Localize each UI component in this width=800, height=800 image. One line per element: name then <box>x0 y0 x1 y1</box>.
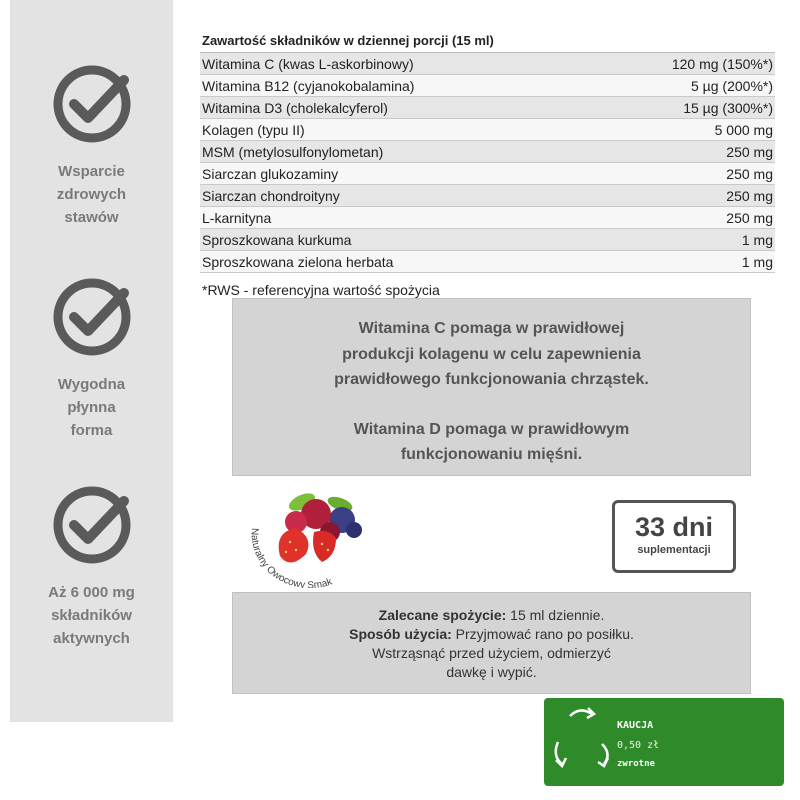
ingredient-name: MSM (metylosulfonylometan) <box>200 141 587 163</box>
ingredient-amount: 15 µg (300%*) <box>587 97 775 119</box>
usage-line-3: Wstrząsnąć przed użyciem, odmierzyć <box>372 645 611 661</box>
usage-method-value: Przyjmować rano po posiłku. <box>451 626 634 642</box>
ingredient-name: Sproszkowana kurkuma <box>200 229 587 251</box>
nutrition-footnote: *RWS - referencyjna wartość spożycia <box>202 282 440 298</box>
deposit-note: zwrotne <box>617 759 655 769</box>
ingredient-amount: 250 mg <box>587 141 775 163</box>
nutrition-table <box>200 33 775 298</box>
health-claims-box <box>232 298 751 476</box>
feature-label: Aż 6 000 mg składników aktywnych <box>48 584 135 647</box>
usage-method-label: Sposób użycia: <box>349 626 452 642</box>
deposit-amount: 0,50 zł <box>617 740 660 751</box>
nutrition-row <box>200 163 775 185</box>
days-label: suplementacji <box>637 544 711 556</box>
fruit-icon <box>244 488 384 588</box>
ingredient-amount: 1 mg <box>587 251 775 273</box>
nutrition-row <box>200 229 775 251</box>
nutrition-row <box>200 207 775 229</box>
deposit-title: KAUCJA <box>617 720 654 731</box>
usage-line-4: dawkę i wypić. <box>446 664 537 680</box>
ingredient-amount: 5 µg (200%*) <box>587 75 775 97</box>
ingredient-name: Siarczan glukozaminy <box>200 163 587 185</box>
supplementation-days-badge <box>612 500 736 573</box>
checkmark-circle-icon <box>50 62 134 146</box>
nutrition-row <box>200 141 775 163</box>
ingredient-amount: 1 mg <box>587 229 775 251</box>
feature-liquid-form <box>10 275 173 442</box>
ingredient-amount: 250 mg <box>587 185 775 207</box>
nutrition-row <box>200 119 775 141</box>
flavor-badge <box>244 488 384 588</box>
nutrition-header: Zawartość składników w dziennej porcji (15 ml) <box>200 33 775 53</box>
flavor-text: Naturalny Owocowy Smak <box>248 527 334 588</box>
checkmark-circle-icon <box>50 483 134 567</box>
nutrition-row <box>200 75 775 97</box>
feature-label: Wygodna płynna forma <box>57 376 126 439</box>
feature-active-ingredients <box>10 483 173 650</box>
recycle-arrows-icon <box>544 698 624 786</box>
ingredient-name: Witamina D3 (cholekalcyferol) <box>200 97 587 119</box>
ingredient-amount: 5 000 mg <box>587 119 775 141</box>
nutrition-rows <box>200 53 775 273</box>
nutrition-row <box>200 185 775 207</box>
feature-label: Wsparcie zdrowych stawów <box>56 163 127 226</box>
ingredient-name: Siarczan chondroityny <box>200 185 587 207</box>
days-count: 33 dni <box>634 512 714 542</box>
nutrition-row <box>200 53 775 75</box>
checkmark-circle-icon <box>50 275 134 359</box>
deposit-badge <box>544 698 784 786</box>
ingredient-name: Witamina B12 (cyjanokobalamina) <box>200 75 587 97</box>
usage-dose-value: 15 ml dziennie. <box>506 607 605 623</box>
ingredient-amount: 250 mg <box>587 207 775 229</box>
ingredient-amount: 250 mg <box>587 163 775 185</box>
ingredient-amount: 120 mg (150%*) <box>587 53 775 75</box>
usage-dose-label: Zalecane spożycie: <box>378 607 507 623</box>
features-sidebar <box>10 0 173 722</box>
nutrition-row <box>200 251 775 273</box>
ingredient-name: Kolagen (typu II) <box>200 119 587 141</box>
nutrition-row <box>200 97 775 119</box>
usage-box <box>232 592 751 694</box>
feature-joint-support <box>10 62 173 229</box>
claim-vitamin-c: Witamina C pomaga w prawidłowej produkcji kolagenu w celu zapewnienia prawidłowego funkcjonowania chrząstek. <box>334 320 649 388</box>
ingredient-name: Sproszkowana zielona herbata <box>200 251 587 273</box>
ingredient-name: Witamina C (kwas L-askorbinowy) <box>200 53 587 75</box>
ingredient-name: L-karnityna <box>200 207 587 229</box>
claim-vitamin-d: Witamina D pomaga w prawidłowym funkcjonowaniu mięśni. <box>353 420 630 463</box>
usage-dose <box>233 606 750 625</box>
usage-method <box>233 625 750 644</box>
